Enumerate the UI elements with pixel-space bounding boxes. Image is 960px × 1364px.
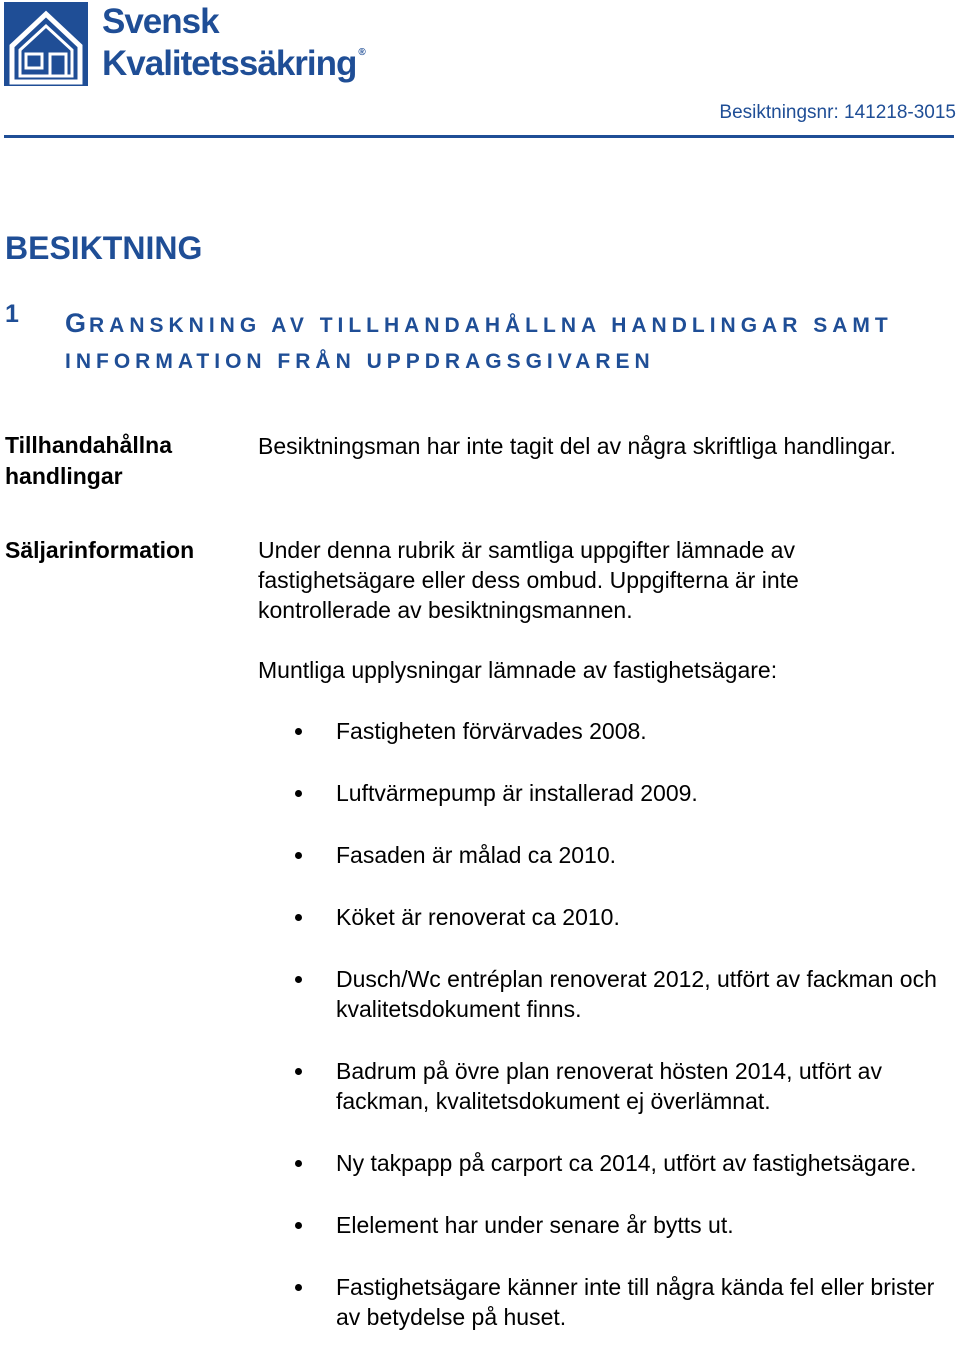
brand-line-2: Kvalitetssäkring — [102, 44, 357, 83]
bullet-icon — [295, 852, 302, 859]
brand-line-1: Svensk — [102, 2, 219, 41]
row-label-documents: Tillhandahållna handlingar — [5, 432, 172, 489]
section-number: 1 — [5, 300, 19, 328]
page-header — [0, 0, 960, 140]
bullet-icon — [295, 790, 302, 797]
row-text-documents: Besiktningsman har inte tagit del av några skriftliga handlingar. — [258, 433, 896, 459]
list-item: Dusch/Wc entréplan renoverat 2012, utfört av fackman och kvalitetsdokument finns. — [258, 964, 948, 1024]
brand-name — [102, 4, 366, 81]
bullet-icon — [295, 914, 302, 921]
bullet-icon — [295, 1160, 302, 1167]
list-item: Fastigheten förvärvades 2008. — [258, 716, 948, 746]
list-item: Fastighetsägare känner inte till några kända fel eller brister av betydelse på huset. — [258, 1272, 948, 1332]
list-item: Elelement har under senare år bytts ut. — [258, 1210, 948, 1240]
header-divider — [4, 135, 954, 138]
bullet-icon — [295, 728, 302, 735]
list-item: Köket är renoverat ca 2010. — [258, 902, 948, 932]
bullet-icon — [295, 976, 302, 983]
list-item: Luftvärmepump är installerad 2009. — [258, 778, 948, 808]
list-item: Badrum på övre plan renoverat hösten 2014, utfört av fackman, kvalitetsdokument ej överlämnat. — [258, 1056, 948, 1116]
house-logo-icon — [4, 2, 88, 86]
bullet-icon — [295, 1284, 302, 1291]
row-text-seller-info: Under denna rubrik är samtliga uppgifter lämnade av fastighetsägare eller dess ombud. Uppgifterna är inte kontrollerade av besiktningsmannen. — [258, 537, 799, 623]
row-label-seller-info: Säljarinformation — [5, 537, 195, 563]
inspection-number: Besiktningsnr: 141218-3015 — [719, 102, 956, 123]
registered-mark: ® — [358, 47, 366, 58]
bullet-icon — [295, 1068, 302, 1075]
bullet-icon — [295, 1222, 302, 1229]
oral-info-heading: Muntliga upplysningar lämnade av fastighetsägare: — [258, 657, 778, 683]
list-item: Ny takpapp på carport ca 2014, utfört av fastighetsägare. — [258, 1148, 948, 1178]
list-item: Fasaden är målad ca 2010. — [258, 840, 948, 870]
section-initial: G — [65, 308, 90, 338]
section-title: RANSKNING AV TILLHANDAHÅLLNA HANDLINGAR SAMT INFORMATION FRÅN UPPDRAGSGIVAREN — [65, 314, 893, 373]
document-title: BESIKTNING — [5, 230, 203, 266]
seller-statements-list — [258, 716, 948, 1364]
